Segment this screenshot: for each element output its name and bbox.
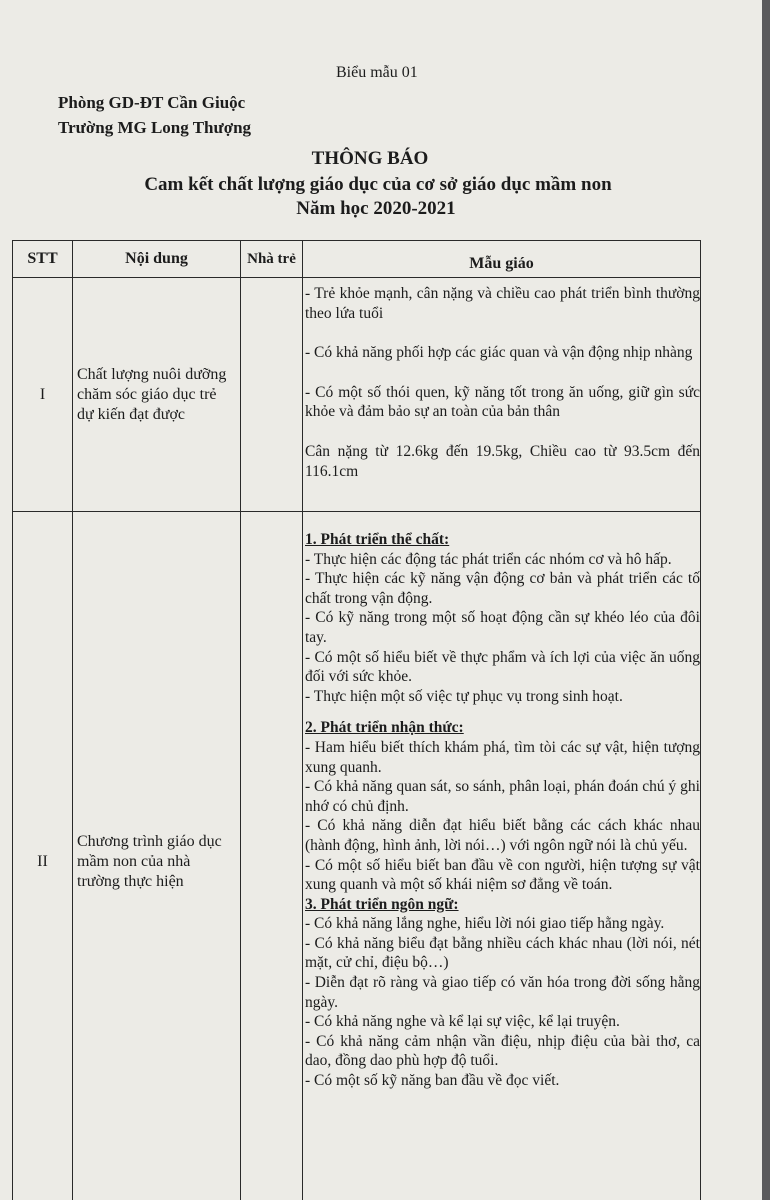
row-content: Chương trình giáo dục mầm non của nhà trường thực hiện xyxy=(73,512,241,1200)
mau-giao-cell xyxy=(303,278,701,512)
list-item: - Có một số hiểu biết ban đầu về con người, hiện tượng sự vật xung quanh và một số khái niệm sơ đẳng về toán. xyxy=(305,856,700,894)
table-row xyxy=(13,512,701,1200)
nha-tre-cell xyxy=(241,278,303,512)
mau-giao-cell xyxy=(303,512,701,1200)
list-item: - Có khả năng biểu đạt bằng nhiều cách khác nhau (lời nói, nét mặt, cử chỉ, điệu bộ…) xyxy=(305,934,700,972)
list-item: - Diễn đạt rõ ràng và giao tiếp có văn hóa trong đời sống hằng ngày. xyxy=(305,974,700,1011)
nha-tre-cell xyxy=(241,512,303,1200)
list-item: - Thực hiện các động tác phát triển các nhóm cơ và hô hấp. xyxy=(305,550,672,568)
header-mau-giao: Mẫu giáo xyxy=(303,241,701,278)
list-item: - Có khả năng cảm nhận vần điệu, nhịp điệu của bài thơ, ca dao, đồng dao phù hợp độ tuổi. xyxy=(305,1032,700,1070)
list-item: - Có một số hiểu biết về thực phẩm và ích lợi của việc ăn uống đối với sức khỏe. xyxy=(305,648,700,686)
list-item: - Thực hiện một số việc tự phục vụ trong sinh hoạt. xyxy=(305,687,623,705)
form-code: Biểu mẫu 01 xyxy=(336,64,418,81)
list-item: - Trẻ khỏe mạnh, cân nặng và chiều cao phát triển bình thường theo lứa tuổi xyxy=(305,285,700,322)
row-content: Chất lượng nuôi dưỡng chăm sóc giáo dục trẻ dự kiến đạt được xyxy=(73,278,241,512)
list-item: - Có kỹ năng trong một số hoạt động cần sự khéo léo của đôi tay. xyxy=(305,609,700,646)
school-year: Năm học 2020-2021 xyxy=(296,198,456,219)
department-name: Phòng GD-ĐT Cần Giuộc xyxy=(58,93,246,112)
list-item: - Có khả năng diễn đạt hiểu biết bằng các cách khác nhau (hành động, hình ảnh, lời nói…) với ngôn ngữ nói là chủ yếu. xyxy=(305,817,700,854)
list-item: - Có khả năng quan sát, so sánh, phân loại, phán đoán chú ý ghi nhớ có chủ định. xyxy=(305,778,700,815)
list-item: - Thực hiện các kỹ năng vận động cơ bản và phát triển các tố chất trong vận động. xyxy=(305,570,700,607)
section-heading: 2. Phát triển nhận thức: xyxy=(305,719,464,737)
document-subtitle: Cam kết chất lượng giáo dục của cơ sở giáo dục mầm non xyxy=(144,174,612,195)
header-stt: STT xyxy=(13,241,73,278)
list-item: - Ham hiểu biết thích khám phá, tìm tòi các sự vật, hiện tượng xung quanh. xyxy=(305,738,700,776)
row-number: I xyxy=(13,278,73,512)
header-noi-dung: Nội dung xyxy=(73,241,241,278)
school-name: Trường MG Long Thượng xyxy=(58,118,252,137)
section-heading: 3. Phát triển ngôn ngữ: xyxy=(305,895,459,913)
table-row xyxy=(13,278,701,512)
list-item: - Có khả năng phối hợp các giác quan và vận động nhịp nhàng xyxy=(305,344,693,362)
document-title: THÔNG BÁO xyxy=(311,148,429,169)
list-item: - Có khả năng lắng nghe, hiểu lời nói giao tiếp hằng ngày. xyxy=(305,915,665,933)
row-number: II xyxy=(13,512,73,1200)
list-item: - Có khả năng nghe và kể lại sự việc, kể lại truyện. xyxy=(305,1013,620,1031)
table-header-row xyxy=(13,241,701,278)
list-item: - Có một số thói quen, kỹ năng tốt trong ăn uống, giữ gìn sức khỏe và đảm bảo sự an toàn của bản thân xyxy=(305,383,700,421)
list-item: Cân nặng từ 12.6kg đến 19.5kg, Chiều cao từ 93.5cm đến 116.1cm xyxy=(305,442,700,480)
header-nha-tre: Nhà trẻ xyxy=(241,241,303,278)
commitment-table xyxy=(12,240,701,1200)
issuer-block xyxy=(58,90,251,140)
section-heading: 1. Phát triển thể chất: xyxy=(305,531,450,548)
list-item: - Có một số kỹ năng ban đầu về đọc viết. xyxy=(305,1072,560,1090)
